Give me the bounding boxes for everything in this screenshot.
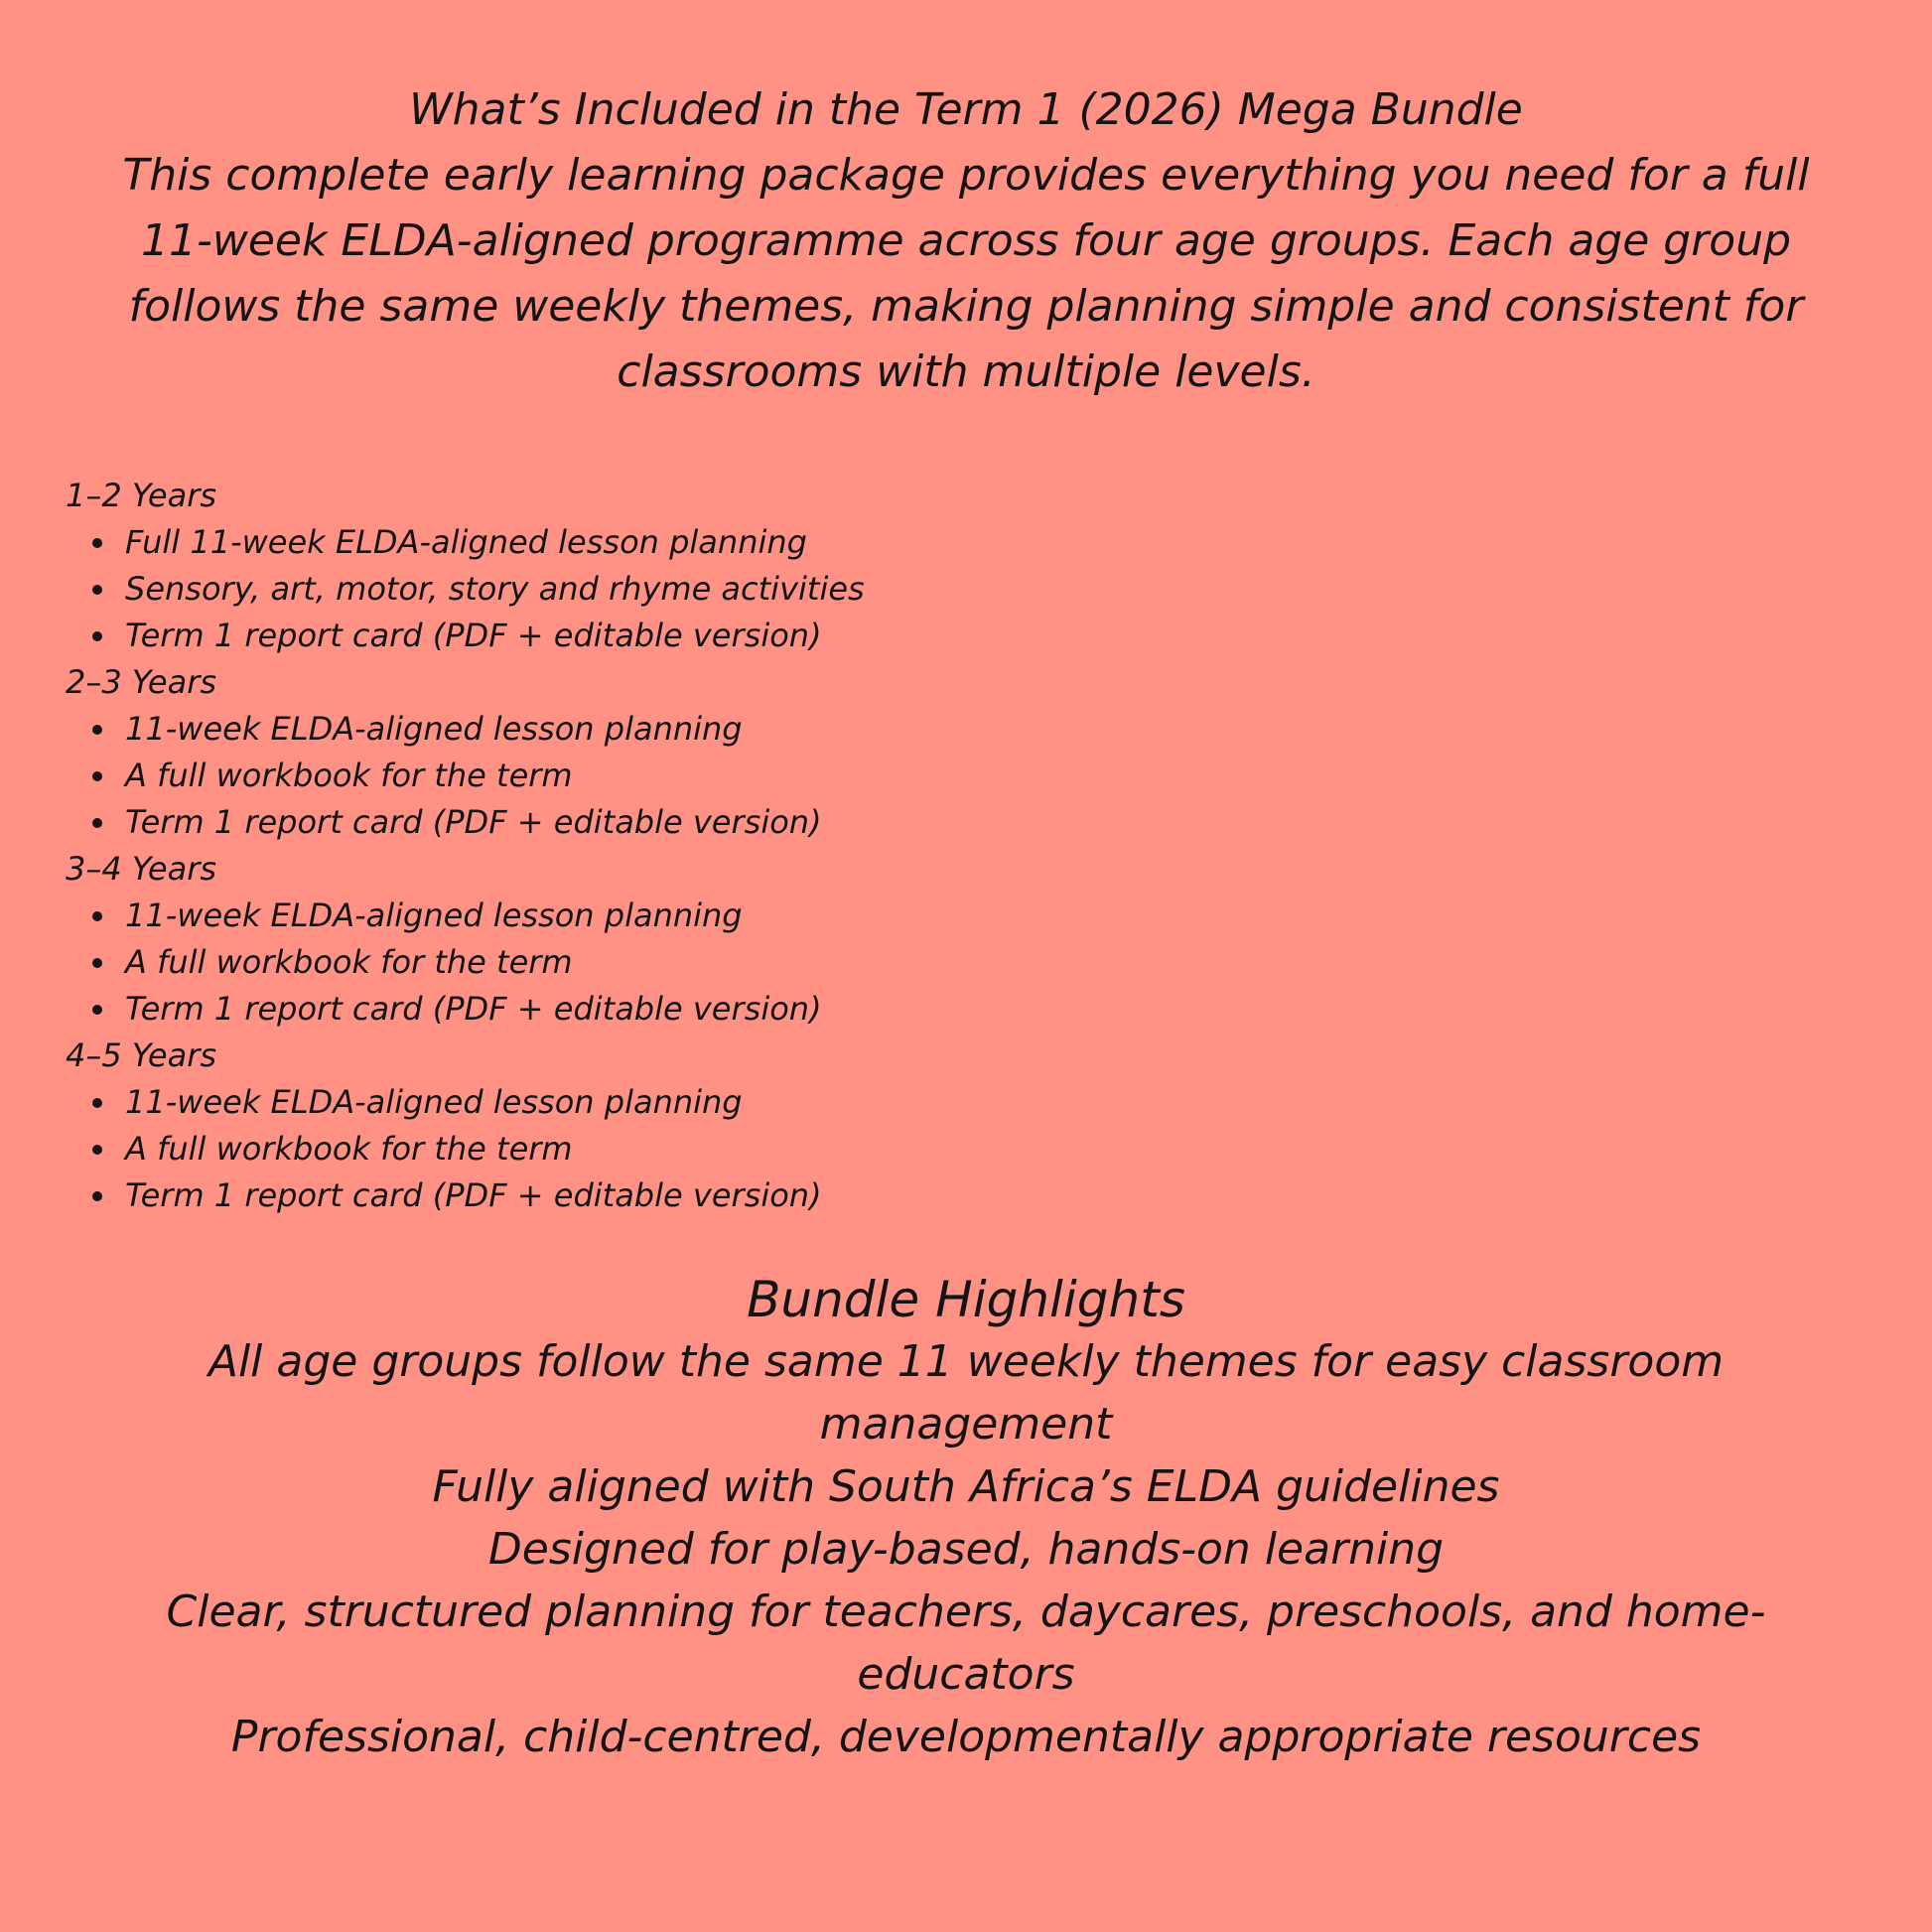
bundle-title: What’s Included in the Term 1 (2026) Mega Bundle	[409, 84, 1523, 135]
bullet-icon	[92, 958, 102, 968]
highlight-item: Fully aligned with South Africa’s ELDA guidelines	[432, 1461, 1500, 1512]
list-item	[66, 1173, 1058, 1219]
list-item	[66, 799, 1058, 846]
list-item	[66, 986, 1058, 1033]
age-group	[66, 1033, 1058, 1219]
bullet-icon	[92, 1005, 102, 1015]
list-item	[66, 1079, 1058, 1126]
list-item-text: A full workbook for the term	[125, 1130, 573, 1168]
age-group	[66, 473, 1058, 659]
list-item-text: 11-week ELDA-aligned lesson planning	[125, 710, 743, 748]
list-item	[66, 566, 1058, 613]
age-groups-section	[66, 473, 1058, 1219]
age-group-title: 3–4 Years	[66, 850, 217, 888]
list-item	[66, 893, 1058, 939]
list-item-text: Sensory, art, motor, story and rhyme activities	[125, 570, 865, 608]
highlight-item: All age groups follow the same 11 weekly themes for easy classroom management	[207, 1336, 1725, 1449]
list-item	[66, 939, 1058, 986]
list-item	[66, 753, 1058, 799]
bullet-icon	[92, 1145, 102, 1155]
age-group-list	[66, 519, 1058, 659]
list-item-text: 11-week ELDA-aligned lesson planning	[125, 1083, 743, 1121]
bullet-icon	[92, 725, 102, 735]
age-group-list	[66, 893, 1058, 1033]
list-item	[66, 613, 1058, 659]
highlight-item: Professional, child-centred, developmentally appropriate resources	[230, 1712, 1702, 1762]
list-item-text: 11-week ELDA-aligned lesson planning	[125, 897, 743, 934]
age-group-title: 1–2 Years	[66, 477, 217, 514]
list-item-text: A full workbook for the term	[125, 757, 573, 794]
age-group	[66, 846, 1058, 1033]
highlights-title: Bundle Highlights	[747, 1271, 1185, 1328]
list-item-text: Term 1 report card (PDF + editable version)	[125, 990, 822, 1028]
age-group-list	[66, 1079, 1058, 1219]
bullet-icon	[92, 631, 102, 641]
list-item	[66, 706, 1058, 753]
bullet-icon	[92, 911, 102, 921]
highlight-item: Clear, structured planning for teachers, daycares, preschools, and home-educators	[166, 1587, 1766, 1700]
highlight-item: Designed for play-based, hands-on learning	[487, 1524, 1445, 1575]
age-group-list	[66, 706, 1058, 846]
bullet-icon	[92, 771, 102, 781]
list-item-text: Full 11-week ELDA-aligned lesson planning	[125, 523, 807, 561]
age-group-title: 2–3 Years	[66, 663, 217, 701]
list-item-text: Term 1 report card (PDF + editable version)	[125, 617, 822, 654]
list-item	[66, 1126, 1058, 1173]
intro-section	[89, 77, 1843, 405]
list-item	[66, 519, 1058, 566]
list-item-text: Term 1 report card (PDF + editable version)	[125, 1176, 822, 1214]
bundle-description: This complete early learning package provides everything you need for a full 11-week ELDA-aligned programme across four age groups. Each age group follows the same weekly themes, making planning simple and consistent for classrooms with multiple levels.	[122, 150, 1810, 397]
bullet-icon	[92, 818, 102, 828]
highlights-section	[99, 1267, 1833, 1768]
age-group-title: 4–5 Years	[66, 1036, 217, 1074]
bullet-icon	[92, 585, 102, 595]
bullet-icon	[92, 1098, 102, 1108]
list-item-text: A full workbook for the term	[125, 943, 573, 981]
age-group	[66, 659, 1058, 846]
list-item-text: Term 1 report card (PDF + editable version)	[125, 803, 822, 841]
bullet-icon	[92, 1191, 102, 1201]
bullet-icon	[92, 538, 102, 548]
